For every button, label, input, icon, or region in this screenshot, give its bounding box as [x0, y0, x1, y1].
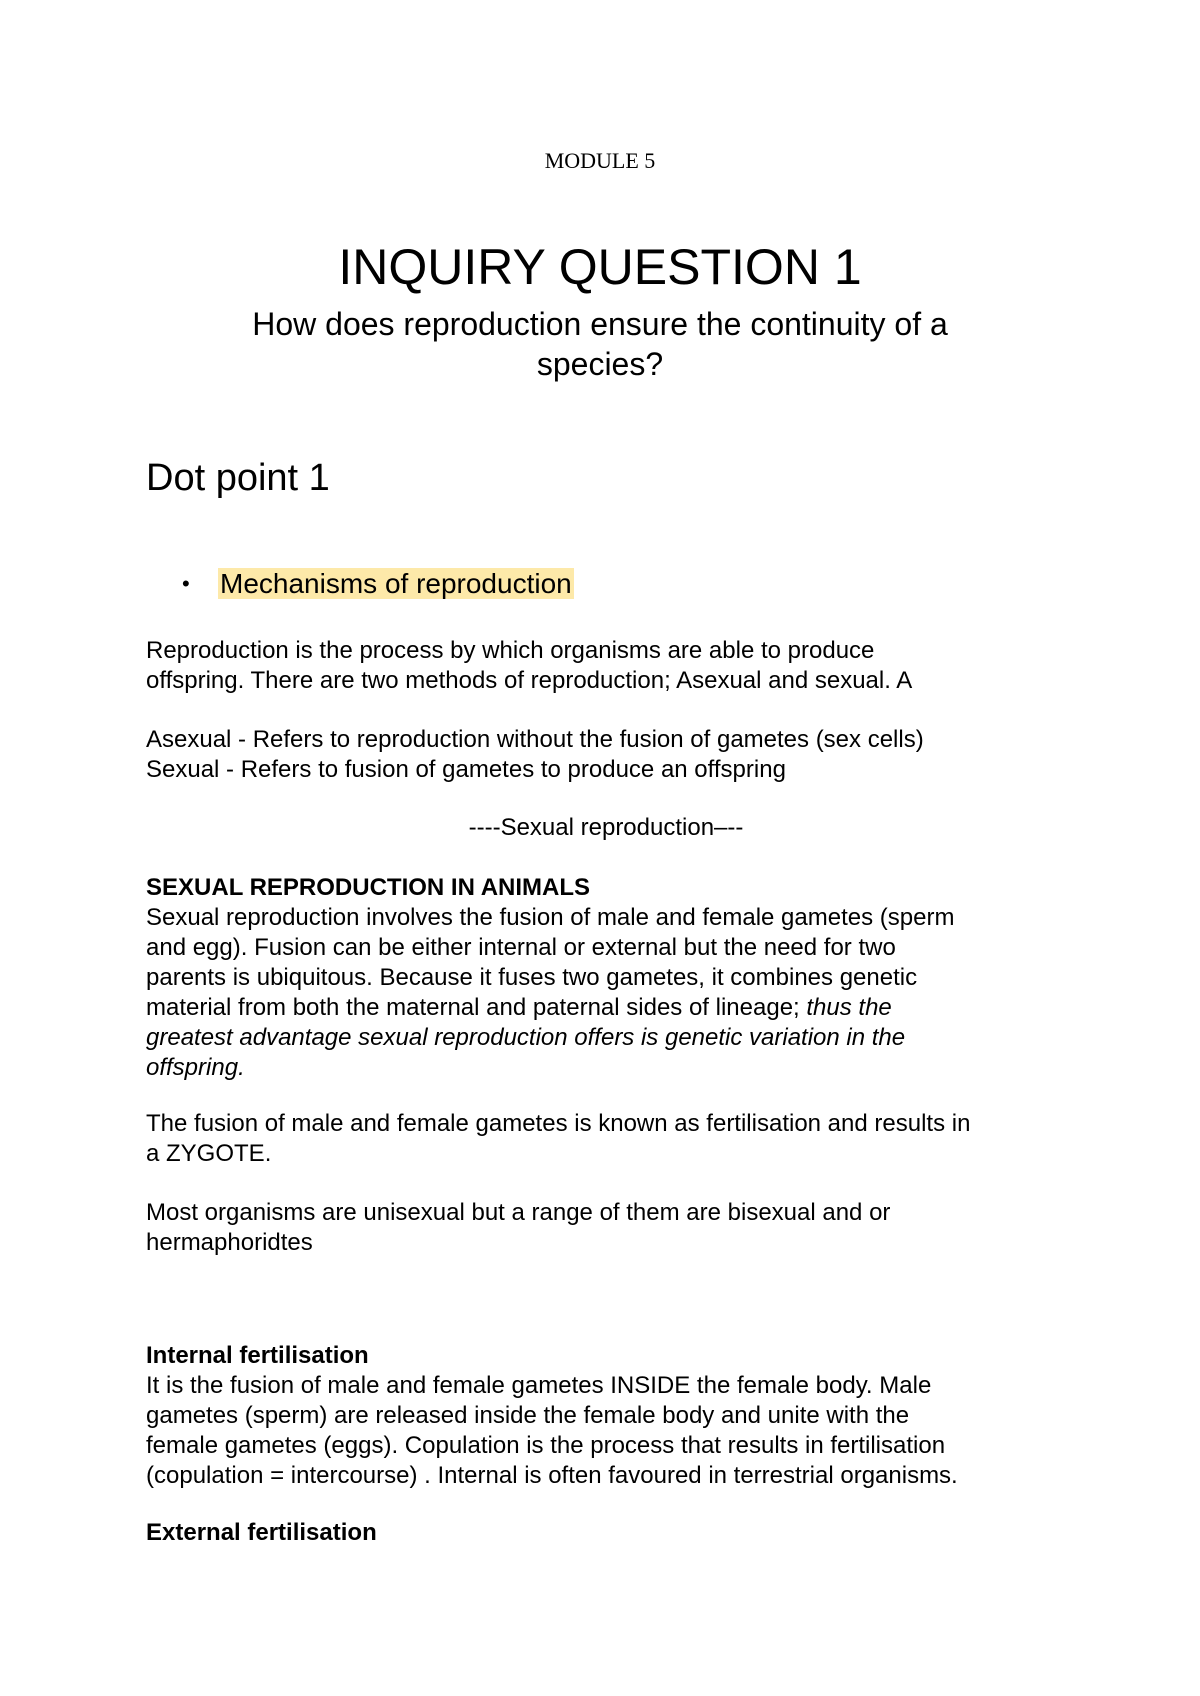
inquiry-question [150, 304, 1050, 384]
animals-line-2: and egg). Fusion can be either internal or external but the need for two [146, 934, 896, 961]
intro-line-2: offspring. There are two methods of reproduction; Asexual and sexual. A [146, 667, 913, 694]
intro-line-1: Reproduction is the process by which organisms are able to produce [146, 637, 875, 664]
internal-heading: Internal fertilisation [146, 1342, 369, 1369]
animals-line-5: greatest advantage sexual reproduction offers is genetic variation in the [146, 1024, 906, 1051]
animals-line-4 [146, 993, 1066, 1023]
animals-line-3: parents is ubiquitous. Because it fuses two gametes, it combines genetic [146, 964, 918, 991]
bullet-item [182, 566, 574, 602]
module-label: MODULE 5 [544, 148, 656, 173]
external-heading: External fertilisation [146, 1519, 377, 1546]
animals-line-6-end: . [238, 1054, 245, 1081]
inquiry-title: INQUIRY QUESTION 1 [338, 239, 862, 295]
section-divider: ----Sexual reproduction–-- [468, 814, 744, 841]
animals-line-4-plain: material from both the maternal and paternal sides of lineage; [146, 994, 807, 1021]
animals-line-6 [146, 1053, 1066, 1083]
highlighted-topic: Mechanisms of reproduction [220, 568, 572, 599]
bullet-icon: • [182, 571, 190, 596]
fusion-line-1: The fusion of male and female gametes is known as fertilisation and results in [146, 1110, 971, 1137]
animals-line-6-italic: offspring [146, 1054, 239, 1081]
animals-heading: SEXUAL REPRODUCTION IN ANIMALS [146, 874, 591, 901]
inquiry-question-line-2: species? [536, 346, 664, 382]
asexual-definition: Asexual - Refers to reproduction without the fusion of gametes (sex cells) [146, 726, 924, 753]
sexual-definition: Sexual - Refers to fusion of gametes to produce an offspring [146, 756, 786, 783]
internal-line-1: It is the fusion of male and female gametes INSIDE the female body. Male [146, 1372, 932, 1399]
dot-point-heading: Dot point 1 [146, 457, 330, 499]
intro-paragraph [146, 636, 1066, 696]
organisms-paragraph [146, 1198, 1066, 1258]
internal-line-4: (copulation = intercourse) . Internal is often favoured in terrestrial organisms. [146, 1462, 958, 1489]
animals-section [146, 873, 1066, 1083]
inquiry-question-line-1: How does reproduction ensure the continuity of a [252, 306, 948, 342]
internal-fertilisation-section [146, 1341, 1066, 1491]
internal-line-3: female gametes (eggs). Copulation is the process that results in fertilisation [146, 1432, 946, 1459]
animals-line-4-italic: thus the [806, 994, 892, 1021]
organisms-line-2: hermaphoridtes [146, 1229, 313, 1256]
definitions-paragraph [146, 725, 1066, 785]
internal-line-2: gametes (sperm) are released inside the female body and unite with the [146, 1402, 910, 1429]
fusion-paragraph [146, 1109, 1066, 1169]
animals-line-1: Sexual reproduction involves the fusion of male and female gametes (sperm [146, 904, 955, 931]
fusion-line-2: a ZYGOTE. [146, 1140, 272, 1167]
organisms-line-1: Most organisms are unisexual but a range of them are bisexual and or [146, 1199, 891, 1226]
